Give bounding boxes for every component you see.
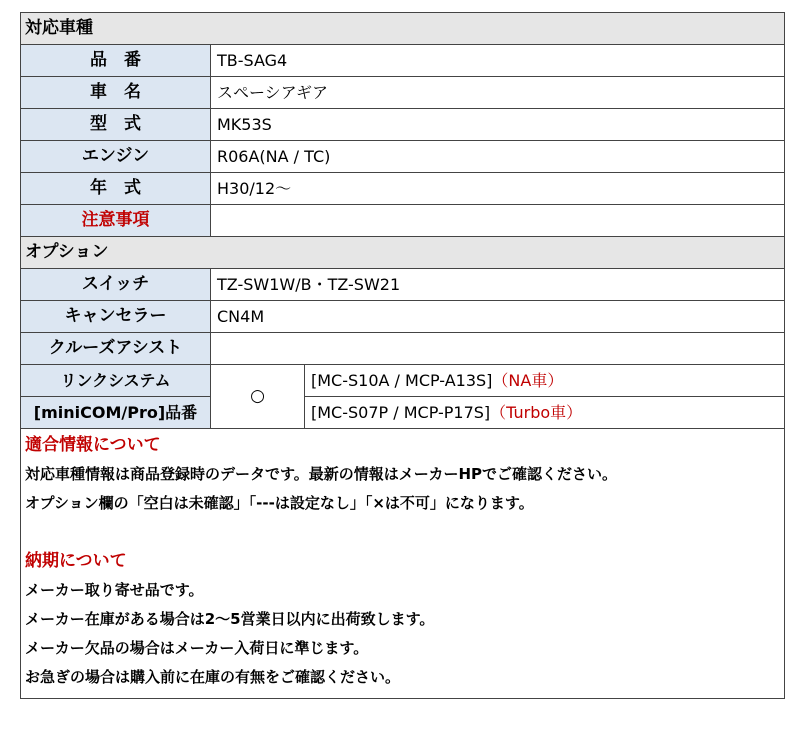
delivery-line: メーカー取り寄せ品です。 xyxy=(25,581,204,599)
option-row-canceller xyxy=(21,301,785,333)
spec-row-engine xyxy=(21,141,785,173)
spec-row-model xyxy=(21,109,785,141)
option-row-link-system-2 xyxy=(21,397,785,429)
option-row-cruise-assist xyxy=(21,333,785,365)
link-system-code-na: [MC-S10A / MCP-A13S] xyxy=(311,371,493,390)
option-row-link-system-1 xyxy=(21,365,785,397)
link-system-entry-na xyxy=(305,365,785,397)
notes-cell xyxy=(21,429,785,699)
label-part-number: 品 番 xyxy=(21,45,211,77)
label-link-system-part-number: [miniCOM/Pro]品番 xyxy=(21,397,211,429)
value-model: MK53S xyxy=(211,109,785,141)
spec-table xyxy=(20,12,785,699)
link-system-mark: ○ xyxy=(211,365,305,429)
spec-row-caution xyxy=(21,205,785,237)
delivery-line: お急ぎの場合は購入前に在庫の有無をご確認ください。 xyxy=(25,668,401,686)
label-engine: エンジン xyxy=(21,141,211,173)
link-system-entry-turbo xyxy=(305,397,785,429)
spec-row-year xyxy=(21,173,785,205)
spec-row-car-name xyxy=(21,77,785,109)
delivery-line: メーカー在庫がある場合は2〜5営業日以内に出荷致します。 xyxy=(25,610,435,628)
value-cruise-assist xyxy=(211,333,785,365)
value-car-name: スペーシアギア xyxy=(211,77,785,109)
value-part-number: TB-SAG4 xyxy=(211,45,785,77)
value-year: H30/12〜 xyxy=(211,173,785,205)
fit-info-line: 対応車種情報は商品登録時のデータです。最新の情報はメーカーHPでご確認ください。 xyxy=(25,465,618,483)
section-row-vehicle xyxy=(21,13,785,45)
link-system-code-turbo: [MC-S07P / MCP-P17S] xyxy=(311,403,491,422)
label-year: 年 式 xyxy=(21,173,211,205)
delivery-heading: 納期について xyxy=(25,551,127,571)
label-cruise-assist: クルーズアシスト xyxy=(21,333,211,365)
spec-row-part-number xyxy=(21,45,785,77)
label-link-system: リンクシステム xyxy=(21,365,211,397)
delivery-line: メーカー欠品の場合はメーカー入荷日に準じます。 xyxy=(25,639,369,657)
label-car-name: 車 名 xyxy=(21,77,211,109)
option-row-switch xyxy=(21,269,785,301)
section-title-vehicle: 対応車種 xyxy=(21,13,785,45)
label-switch: スイッチ xyxy=(21,269,211,301)
value-caution xyxy=(211,205,785,237)
note-spacer xyxy=(25,518,780,547)
value-canceller: CN4M xyxy=(211,301,785,333)
label-model: 型 式 xyxy=(21,109,211,141)
section-row-options xyxy=(21,237,785,269)
value-switch: TZ-SW1W/B・TZ-SW21 xyxy=(211,269,785,301)
label-caution: 注意事項 xyxy=(21,205,211,237)
section-title-options: オプション xyxy=(21,237,785,269)
fit-info-heading: 適合情報について xyxy=(25,435,161,455)
link-system-note-turbo: （Turbo車） xyxy=(490,403,583,422)
link-system-note-na: （NA車） xyxy=(492,371,564,390)
label-canceller: キャンセラー xyxy=(21,301,211,333)
value-engine: R06A(NA / TC) xyxy=(211,141,785,173)
fit-info-line: オプション欄の「空白は未確認」「---は設定なし」「×は不可」になります。 xyxy=(25,494,534,512)
notes-row xyxy=(21,429,785,699)
